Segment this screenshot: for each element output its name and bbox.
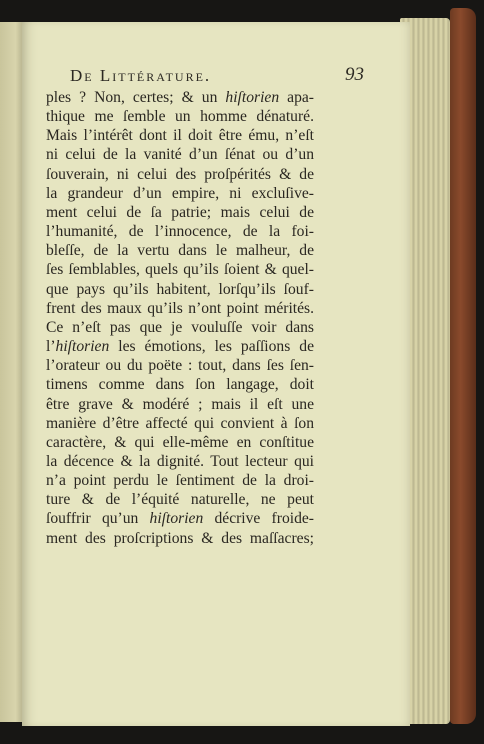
text-segment: les émotions, les paſſions de (109, 338, 314, 356)
text-segment: l’orateur ou du poëte : tout, dans ſes ſen- (46, 357, 314, 375)
body-text (46, 88, 314, 548)
text-line (46, 318, 314, 337)
text-line (46, 471, 314, 490)
page-number: 93 (345, 64, 364, 85)
text-segment: timens comme dans ſon langage, doit (46, 376, 314, 394)
text-line (46, 107, 314, 126)
text-segment: la décence & la dignité. Tout lecteur qui (46, 452, 314, 470)
text-segment: ſouffrir qu’un (46, 510, 150, 528)
text-line (46, 222, 314, 241)
text-segment: n’a point perdu le ſentiment de la droi- (46, 472, 314, 490)
italic-word: hiſtorien (149, 510, 204, 528)
text-segment: l’ (46, 338, 56, 356)
text-line (46, 145, 314, 164)
text-segment: décrive froide- (203, 510, 314, 528)
text-segment: Ce n’eſt pas que je vouluſſe voir dans (46, 318, 314, 336)
running-head: De Littérature. (70, 66, 212, 85)
text-line (46, 414, 314, 433)
text-line (46, 241, 314, 260)
text-segment: la grandeur d’un empire, ni excluſive- (46, 184, 314, 202)
text-segment: thique me ſemble un homme dénaturé. (46, 108, 314, 126)
text-segment: ni celui de la vanité d’un ſénat ou d’un (46, 146, 314, 164)
text-segment: ture & de l’équité naturelle, ne peut (46, 491, 314, 509)
text-segment: ment des proſcriptions & des maſſacres; (46, 529, 314, 547)
text-line (46, 433, 314, 452)
text-segment: ſes ſemblables, quels qu’ils ſoient & quel- (46, 261, 314, 279)
text-line (46, 126, 314, 145)
text-line (46, 356, 314, 375)
text-segment: que pays qu’ils habitent, lorſqu’ils ſouf- (46, 280, 314, 298)
text-line (46, 260, 314, 279)
text-segment: l’humanité, de l’innocence, de la foi- (46, 223, 314, 241)
text-segment: manière d’être affecté qui convient à ſon (46, 414, 314, 432)
italic-word: hiſtorien (55, 338, 110, 356)
text-line (46, 529, 314, 548)
text-line (46, 203, 314, 222)
text-segment: Mais l’intérêt dont il doit être ému, n’eſt (46, 127, 314, 145)
text-line (46, 395, 314, 414)
text-segment: être grave & modéré ; mais il eſt une (46, 395, 314, 413)
text-line (46, 337, 314, 356)
text-line (46, 184, 314, 203)
text-segment: ment celui de ſa patrie; mais celui de (46, 203, 314, 221)
text-line (46, 490, 314, 509)
page-header (70, 60, 370, 90)
text-segment: apa- (279, 89, 314, 106)
book-cover-binding (450, 8, 476, 724)
text-segment: caractère, & qui elle-même en conſtitue (46, 433, 314, 451)
italic-word: hiſtorien (225, 89, 280, 106)
text-line (46, 452, 314, 471)
text-line (46, 165, 314, 184)
text-line (46, 280, 314, 299)
text-line (46, 375, 314, 394)
text-line (46, 509, 314, 528)
text-line (46, 299, 314, 318)
text-segment: ſouverain, ni celui des proſpérités & de (46, 165, 314, 183)
text-segment: bleſſe, de la vertu dans le malheur, de (46, 242, 314, 260)
text-segment: ples ? Non, certes; & un (46, 89, 226, 106)
text-segment: frent des maux qu’ils n’ont point mérités. (46, 299, 314, 317)
text-line (46, 88, 314, 107)
